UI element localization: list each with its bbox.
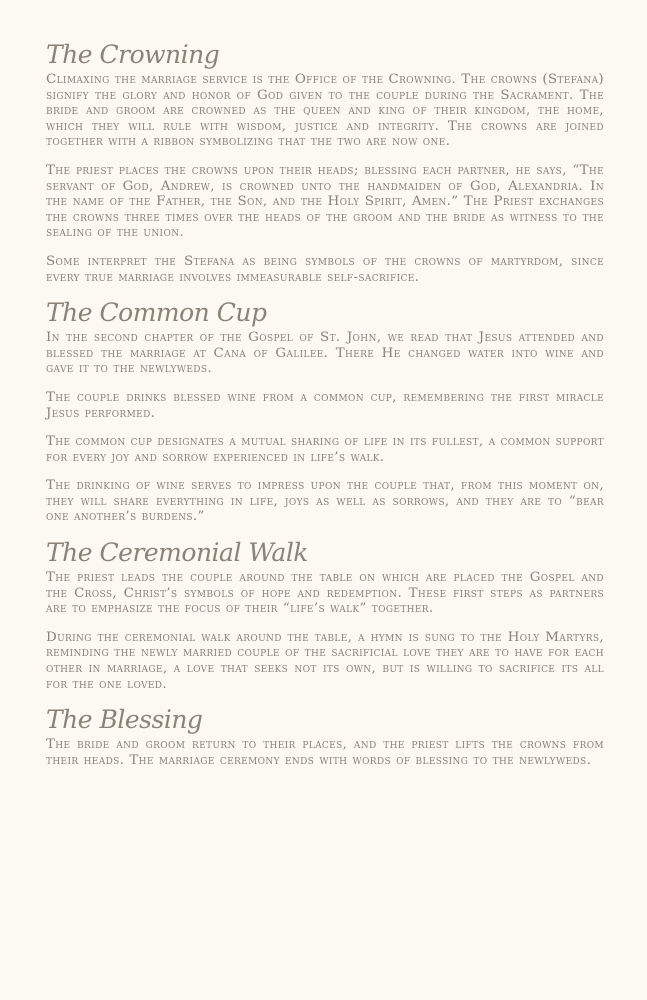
section-heading: The Common Cup	[46, 298, 267, 328]
paragraph: In the second chapter of the Gospel of St. John, we read that Jesus attended and blessed the marriage at Cana of Galilee. There He changed water into wine and gave it to the newlyweds.	[46, 330, 604, 377]
paragraph: The priest places the crowns upon their heads; blessing each partner, he says, “The servant of God, Andrew, is crowned unto the handmaiden of God, Alexandria. In the name of the Father, the Son, and the Holy Spirit, Amen.” The Priest exchanges the crowns three times over the heads of the groom and the bride as witness to the sealing of the union.	[46, 162, 604, 241]
paragraph: During the ceremonial walk around the table, a hymn is sung to the Holy Martyrs, reminding the newly married couple of the sacrificial love they are to have for each other in marriage, a love that seeks not its own, but is willing to sacrifice its all for the one loved.	[46, 629, 604, 692]
paragraph: The bride and groom return to their places, and the priest lifts the crowns from their heads. The marriage ceremony ends with words of blessing to the newlyweds.	[46, 737, 604, 768]
paragraph: Climaxing the marriage service is the Office of the Crowning. The crowns (Stefana) signify the glory and honor of God given to the couple during the Sacrament. The bride and groom are crowned as the queen and king of their kingdom, the home, which they will rule with wisdom, justice and integrity. The crowns are joined together with a ribbon symbolizing that the two are now one.	[46, 72, 604, 150]
section-common-cup	[46, 298, 604, 525]
section-heading: The Crowning	[46, 40, 220, 69]
paragraph: The priest leads the couple around the table on which are placed the Gospel and the Cross, Christ’s symbols of hope and redemption. These first steps as partners are to emphasize the focus of their “life’s walk” together.	[46, 570, 604, 617]
section-crowning	[46, 40, 604, 285]
program-page	[46, 40, 604, 781]
section-ceremonial-walk	[46, 538, 604, 692]
section-heading: The Ceremonial Walk	[46, 538, 308, 568]
paragraph: The couple drinks blessed wine from a common cup, remembering the first miracle Jesus performed.	[46, 389, 604, 421]
section-heading: The Blessing	[46, 705, 203, 735]
section-blessing	[46, 705, 604, 768]
paragraph: The common cup designates a mutual sharing of life in its fullest, a common support for every joy and sorrow experienced in life’s walk.	[46, 434, 604, 465]
paragraph: The drinking of wine serves to impress upon the couple that, from this moment on, they will share everything in life, joys as well as sorrows, and they are to “bear one another’s burdens.”	[46, 478, 604, 525]
paragraph: Some interpret the Stefana as being symbols of the crowns of martyrdom, since every true marriage involves immeasurable self-sacrifice.	[46, 253, 604, 285]
